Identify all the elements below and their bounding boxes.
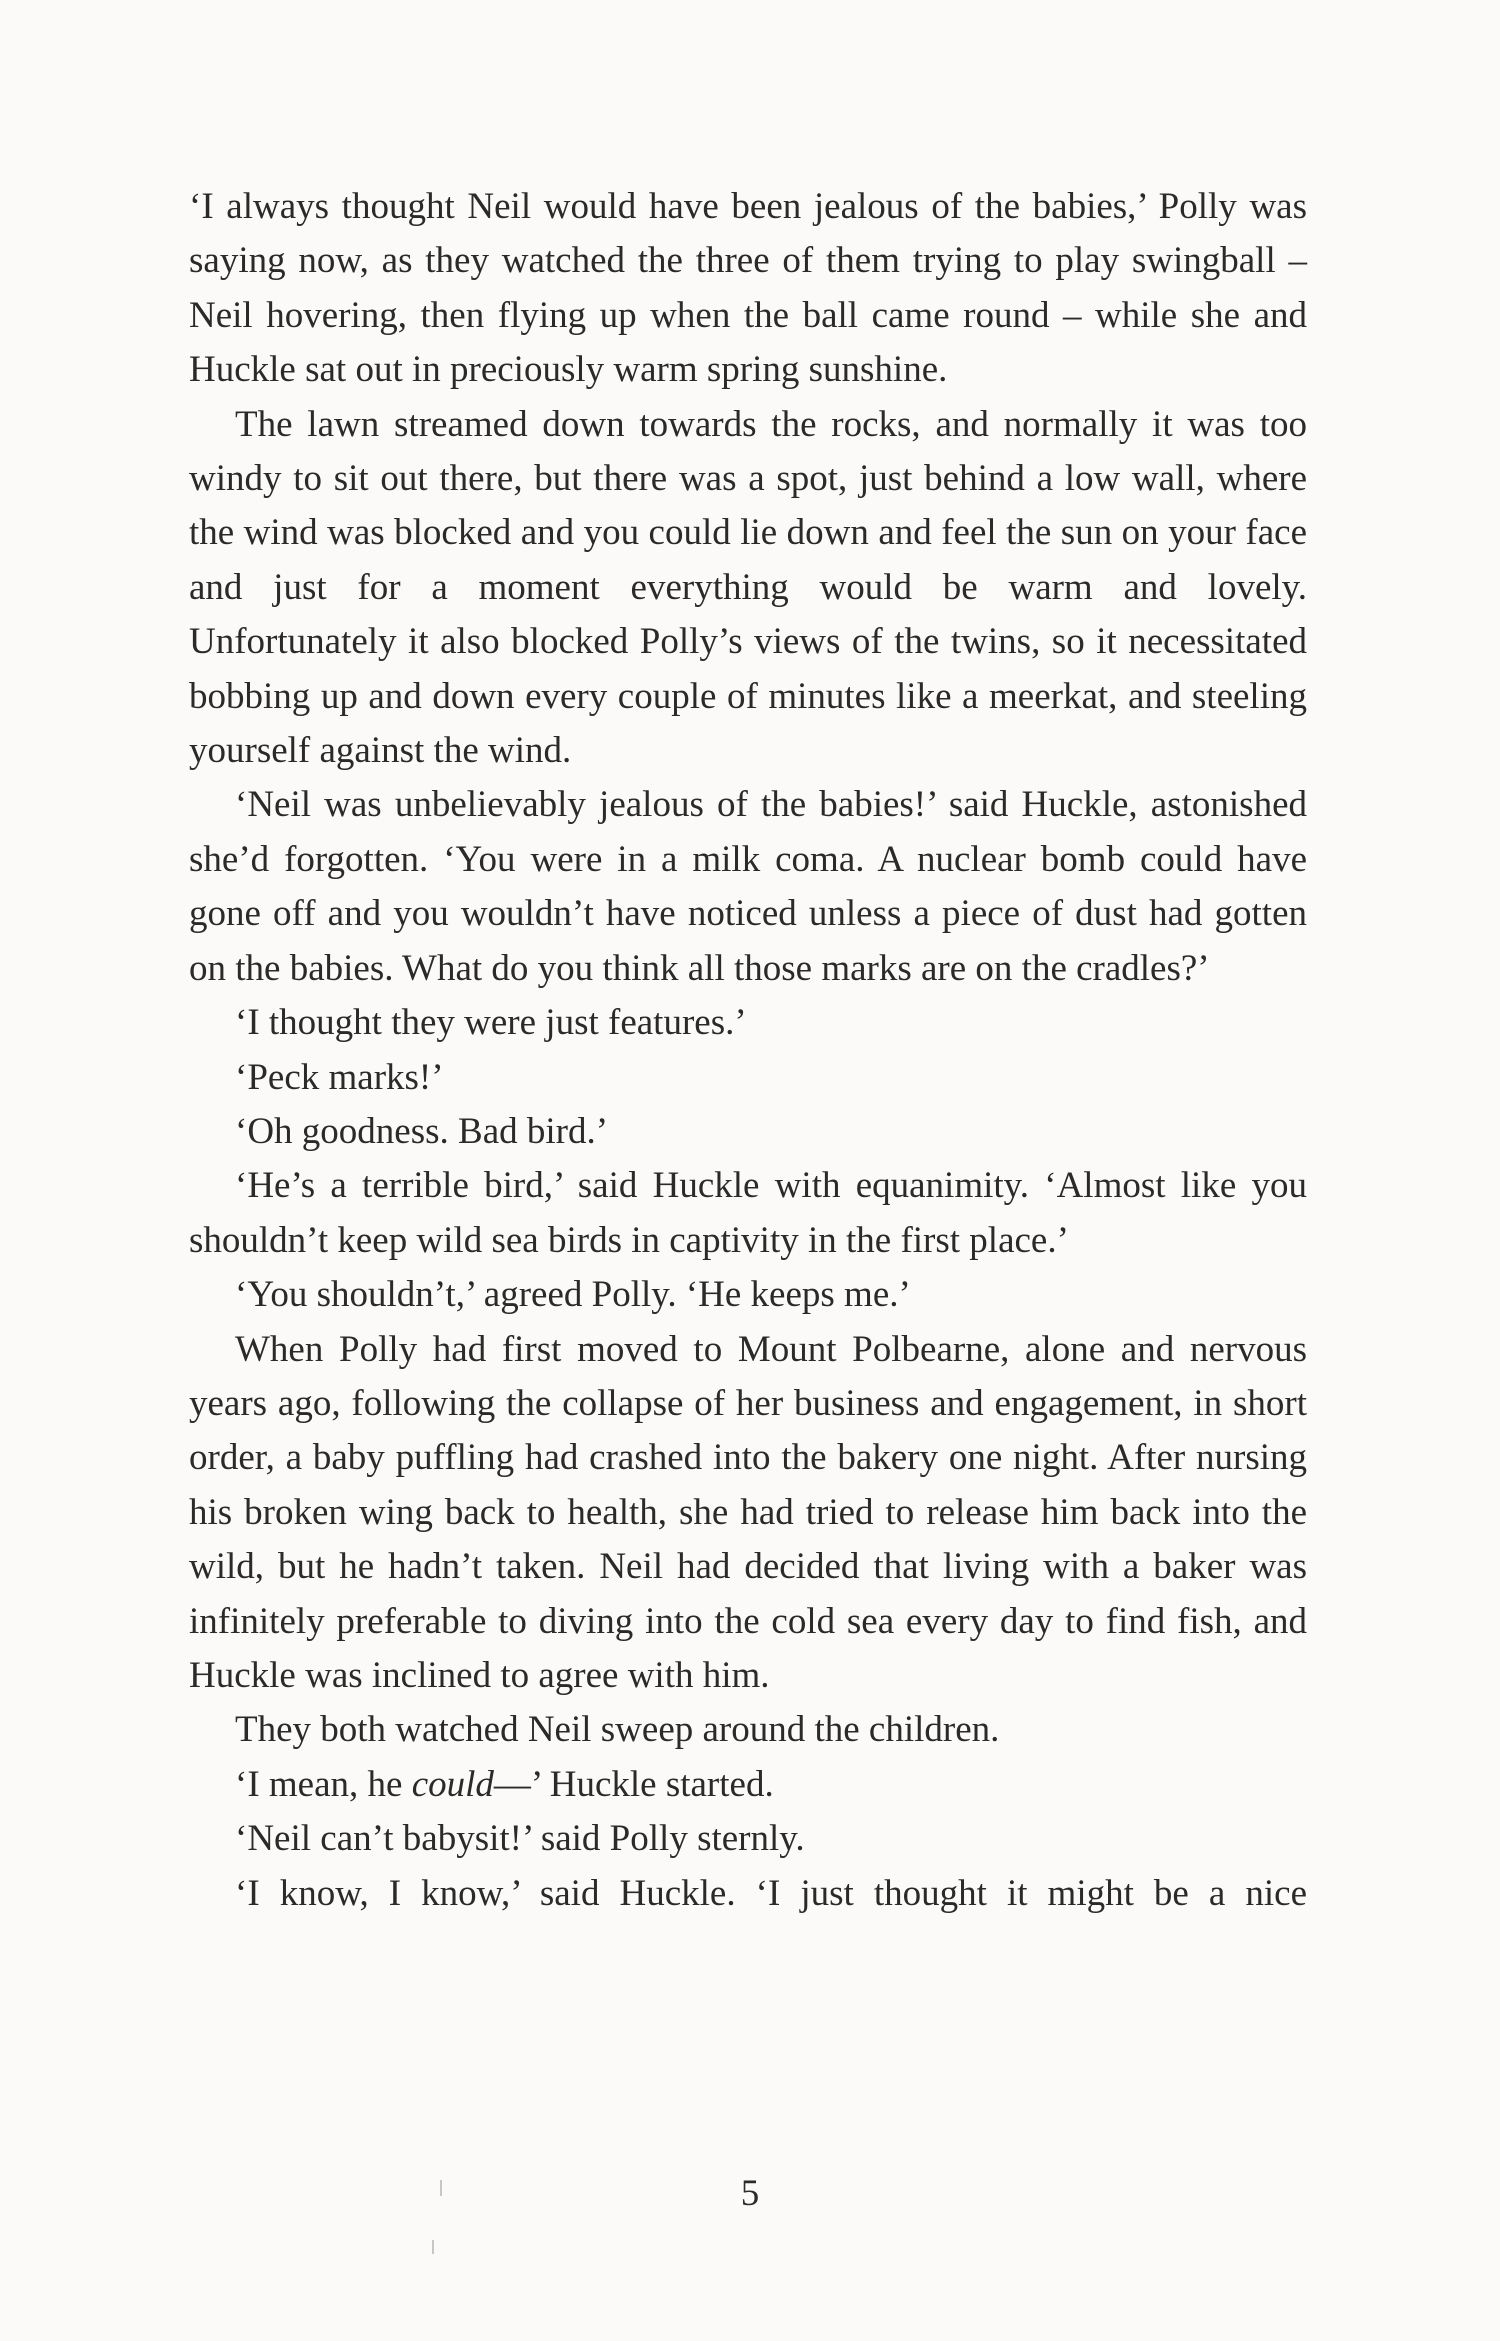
italic-text: could (411, 1763, 494, 1805)
text-run: —’ Huckle started. (493, 1763, 774, 1805)
paragraph: The lawn streamed down towards the rocks, and normally it was too windy to sit out there, but there was a spot, just behind a low wall, where the wind was blocked and you could lie down and feel the sun on your face and just for a moment everything would be warm and lovely. Unfortunately it also blocked Polly’s views of the twins, so it necessitated bobbing up and down every couple of minutes like a meerkat, and steeling yourself against the wind. (189, 403, 1307, 772)
paragraph: ‘Peck marks!’ (235, 1056, 444, 1098)
scan-mark (440, 2180, 442, 2196)
paragraph: ‘Neil can’t babysit!’ said Polly sternly. (235, 1818, 805, 1860)
page-number: 5 (740, 2173, 760, 2214)
paragraph: ‘Neil was unbelievably jealous of the babies!’ said Huckle, astonished she’d forgotten. ‘You were in a milk coma. A nuclear bomb could have gone off and you wouldn’t have noticed unless a piece of dust had gotten on the babies. What do you think all those marks are on the cradles?’ (189, 784, 1307, 989)
paragraph: They both watched Neil sweep around the children. (235, 1709, 1000, 1751)
paragraph (189, 1758, 1307, 1812)
paragraph: ‘I always thought Neil would have been jealous of the babies,’ Polly was saying now, as they watched the three of them trying to play swingball – Neil hovering, then flying up when the ball came round – while she and Huckle sat out in preciously warm spring sunshine. (189, 186, 1307, 391)
paragraph: ‘He’s a terrible bird,’ said Huckle with equanimity. ‘Almost like you shouldn’t keep wild sea birds in captivity in the first place.’ (189, 1165, 1307, 1261)
paragraph: When Polly had first moved to Mount Polbearne, alone and nervous years ago, following the collapse of her business and engagement, in short order, a baby puffling had crashed into the bakery one night. After nursing his broken wing back to health, she had tried to release him back into the wild, but he hadn’t taken. Neil had decided that living with a baker was infinitely preferable to diving into the cold sea every day to find fish, and Huckle was inclined to agree with him. (189, 1328, 1307, 1696)
scan-mark (432, 2240, 434, 2254)
paragraph: ‘I thought they were just features.’ (235, 1002, 747, 1044)
text-run: ‘I mean, he (235, 1763, 412, 1805)
paragraph: ‘Oh goodness. Bad bird.’ (235, 1110, 609, 1152)
paragraph-last-line: ‘I know, I know,’ said Huckle. ‘I just thought it might be a nice (235, 1872, 1307, 1914)
body-text (189, 180, 1307, 1921)
paragraph: ‘You shouldn’t,’ agreed Polly. ‘He keeps me.’ (235, 1274, 911, 1316)
